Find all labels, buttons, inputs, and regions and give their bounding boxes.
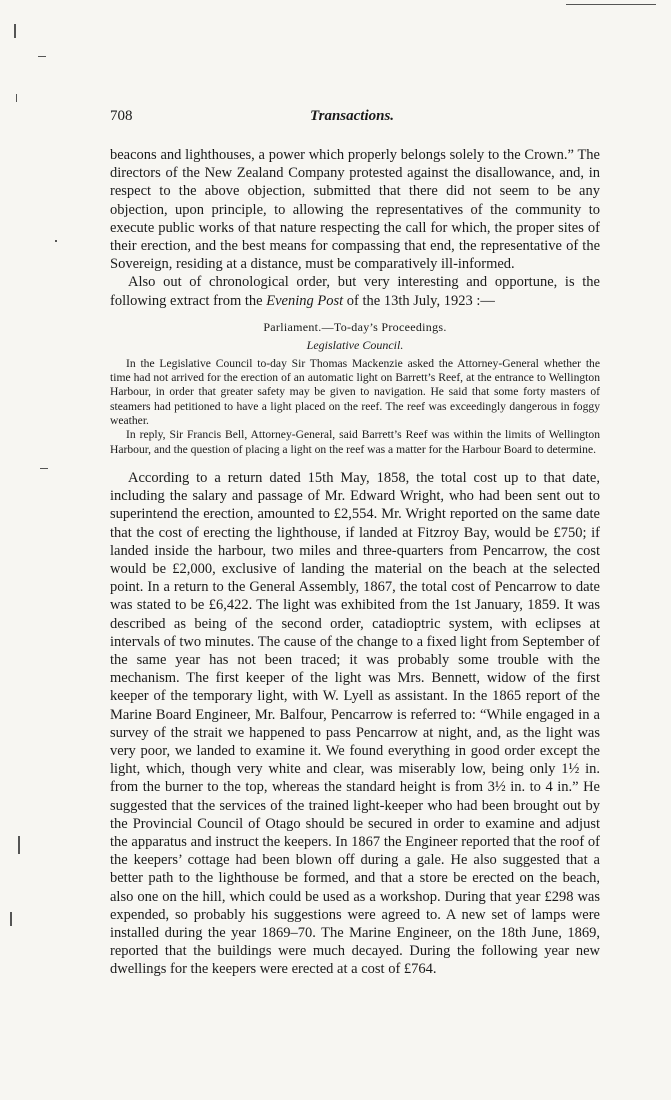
scan-mark: [40, 468, 48, 469]
paragraph-evening-post-intro: [110, 273, 600, 309]
extract-paragraph-reply: In reply, Sir Francis Bell, Attorney-General, said Barrett’s Reef was within the limits of Wellington Harbour, and the question of placing a light on the reef was a matter for the Harbour Board to determine.: [110, 428, 600, 456]
paragraph-crown-objection: beacons and lighthouses, a power which properly belongs solely to the Crown.” The directors of the New Zealand Company protested against the disallowance, and, in respect to the above objection, submitted that there did not seem to be any objection, upon principle, to allowing the representatives of the community to execute public works of that nature respecting the call for which, the proper sites of their erection, and the best means for compassing that end, the representative of the Sovereign, residing at a distance, must be comparatively ill-informed.: [110, 147, 600, 273]
scan-mark: [55, 240, 57, 242]
newspaper-extract: [110, 320, 600, 457]
extract-heading: Parliament.—To-day’s Proceedings.: [263, 319, 447, 334]
scan-mark: [16, 94, 17, 102]
running-head: [110, 108, 600, 128]
scan-mark: [566, 4, 656, 5]
scan-mark: [10, 912, 12, 926]
extract-paragraph-question: In the Legislative Council to-day Sir Thomas Mackenzie asked the Attorney-General whether the time had not arrived for the erection of an automatic light on Barrett’s Reef, at the entrance to Wellington Harbour, in order that greater safety may be given to navigation. He said that some forty masters of steamers had petitioned to have a light placed on the reef. The reef was exceedingly dangerous in foggy weather.: [110, 356, 600, 428]
newspaper-title: Evening Post: [266, 292, 344, 309]
extract-subheading: Legislative Council.: [306, 337, 404, 352]
page-number: 708: [110, 108, 133, 124]
scan-mark: [38, 56, 46, 57]
scan-mark: [14, 24, 16, 38]
scan-mark: [18, 836, 20, 854]
page-content: [110, 108, 600, 979]
intro-date: of the 13th July, 1923 :—: [343, 292, 495, 309]
running-title: Transactions.: [310, 108, 395, 124]
paragraph-pencarrow-history: According to a return dated 15th May, 1858, the total cost up to that date, including the salary and passage of Mr. Edward Wright, who had been sent out to superintend the erection, amounted to £2,554. Mr. Wright reported on the same date that the cost of erecting the lighthouse, if landed at Fitzroy Bay, would be £750; if landed inside the harbour, two miles and three-quarters from Pencarrow, the cost would be £2,000, exclusive of landing the material on the beach at the selected point. In a return to the General Assembly, 1867, the total cost of Pencarrow to date was stated to be £6,422. The light was exhibited from the 1st January, 1859. It was described as being of the second order, catadioptric system, with eclipses at intervals of two minutes. The cause of the change to a fixed light from September of the same year has not been traced; it was probably some trouble with the mechanism. The first keeper of the light was Mrs. Bennett, widow of the first keeper of the temporary light, with W. Lyell as assistant. In the 1865 report of the Marine Board Engineer, Mr. Balfour, Pencarrow is referred to: “While engaged in a survey of the strait we happened to pass Pencarrow at night, and, as the light was very poor, we landed to examine it. We found everything in good order except the light, which, though very white and clear, was miserably low, being only 1½ in. from the burner to the top, whereas the standard height is from 3½ in. to 4 in.” He suggested that the services of the trained light-keeper who had been brought out by the Provincial Council of Otago should be secured in order to examine and adjust the apparatus and instruct the keepers. In 1867 the Engineer reported that the roof of the keepers’ cottage had been blown off during a gale. He also suggested that a better path to the lighthouse be formed, and that a store be erected on the beach, also one on the hill, which could be used as a workshop. During that year £298 was expended, so probably his suggestions were agreed to. A new set of lamps were installed during the year 1869–70. The Marine Engineer, on the 18th June, 1869, reported that the buildings were much decayed. During the following year new dwellings for the keepers were erected at a cost of £764.: [110, 469, 600, 978]
intro-text: Also out of chronological order, but very interesting and opportune, is the following extract from the: [110, 274, 600, 309]
